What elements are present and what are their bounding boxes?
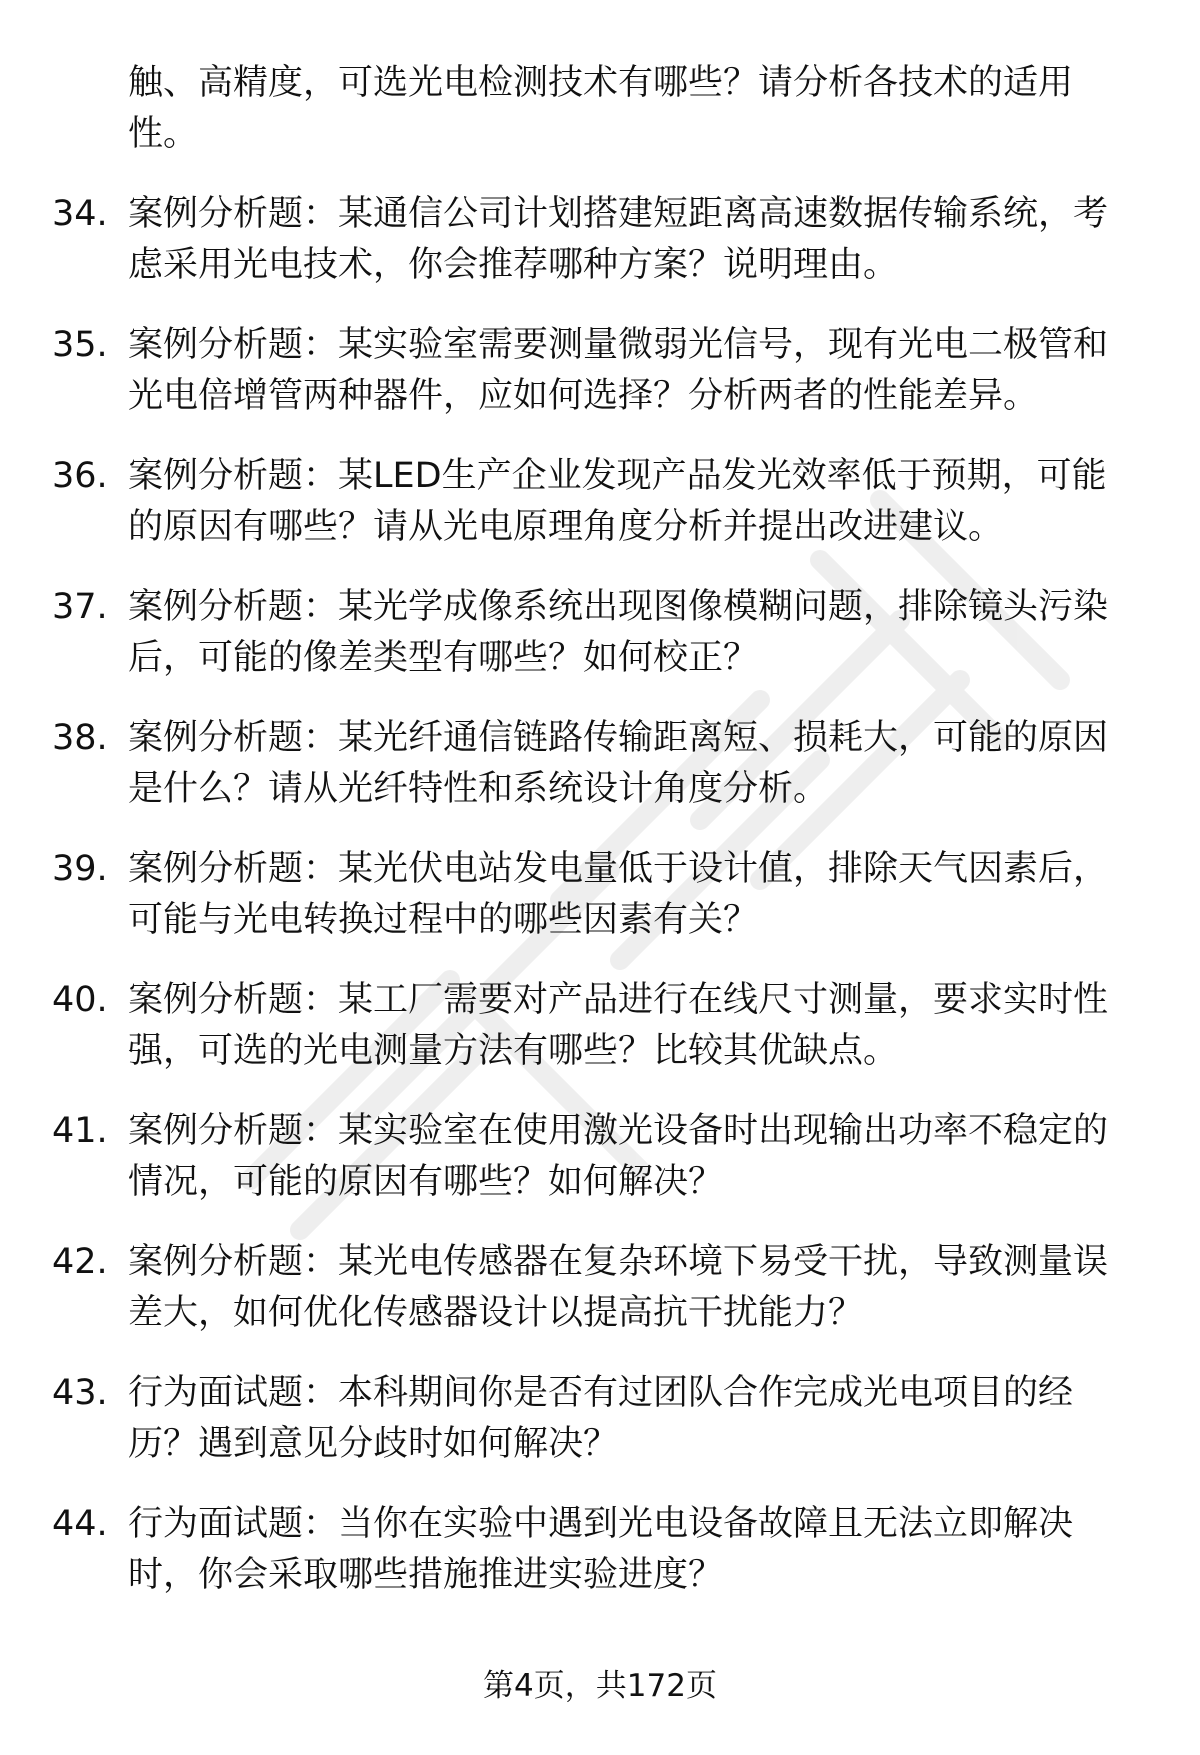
question-number: 37. bbox=[52, 587, 108, 627]
question-number: 36. bbox=[52, 456, 108, 496]
question-text: 案例分析题：某光伏电站发电量低于设计值，排除天气因素后，可能与光电转换过程中的哪些因素有关？ bbox=[128, 849, 1109, 940]
list-item bbox=[0, 320, 1138, 422]
question-number: 41. bbox=[52, 1111, 108, 1151]
question-number: 35. bbox=[52, 325, 108, 365]
question-text: 行为面试题：当你在实验中遇到光电设备故障且无法立即解决时，你会采取哪些措施推进实验进度？ bbox=[128, 1504, 1074, 1595]
question-number: 40. bbox=[52, 980, 108, 1020]
question-text: 案例分析题：某光学成像系统出现图像模糊问题，排除镜头污染后，可能的像差类型有哪些？如何校正？ bbox=[128, 587, 1109, 678]
question-number: 38. bbox=[52, 718, 108, 758]
list-item bbox=[0, 189, 1138, 291]
list-item bbox=[0, 451, 1138, 553]
list-item bbox=[0, 713, 1138, 815]
question-text: 案例分析题：某通信公司计划搭建短距离高速数据传输系统，考虑采用光电技术，你会推荐哪种方案？说明理由。 bbox=[128, 194, 1109, 285]
list-item bbox=[0, 1106, 1138, 1208]
question-number: 43. bbox=[52, 1373, 108, 1413]
list-item bbox=[0, 975, 1138, 1077]
question-text: 案例分析题：某光电传感器在复杂环境下易受干扰，导致测量误差大，如何优化传感器设计以提高抗干扰能力？ bbox=[128, 1242, 1109, 1333]
page-number: 第4页，共172页 bbox=[483, 1668, 717, 1704]
document-body bbox=[0, 58, 1200, 1601]
question-text: 案例分析题：某光纤通信链路传输距离短、损耗大，可能的原因是什么？请从光纤特性和系统设计角度分析。 bbox=[128, 718, 1109, 809]
question-text: 案例分析题：某LED生产企业发现产品发光效率低于预期，可能的原因有哪些？请从光电原理角度分析并提出改进建议。 bbox=[128, 456, 1107, 547]
list-item bbox=[0, 844, 1138, 946]
question-number: 39. bbox=[52, 849, 108, 889]
list-item bbox=[0, 582, 1138, 684]
question-number: 34. bbox=[52, 194, 108, 234]
list-item bbox=[0, 1499, 1138, 1601]
question-list bbox=[0, 189, 1200, 1601]
list-item bbox=[0, 1237, 1138, 1339]
question-text: 行为面试题：本科期间你是否有过团队合作完成光电项目的经历？遇到意见分歧时如何解决？ bbox=[128, 1373, 1074, 1464]
page-footer bbox=[0, 1666, 1200, 1706]
question-text: 案例分析题：某实验室在使用激光设备时出现输出功率不稳定的情况，可能的原因有哪些？如何解决？ bbox=[128, 1111, 1109, 1202]
question-number: 44. bbox=[52, 1504, 108, 1544]
list-item bbox=[0, 1368, 1138, 1470]
question-text: 案例分析题：某实验室需要测量微弱光信号，现有光电二极管和光电倍增管两种器件，应如何选择？分析两者的性能差异。 bbox=[128, 325, 1109, 416]
question-text: 案例分析题：某工厂需要对产品进行在线尺寸测量，要求实时性强，可选的光电测量方法有哪些？比较其优缺点。 bbox=[128, 980, 1109, 1071]
continuation-text: 触、高精度，可选光电检测技术有哪些？请分析各技术的适用性。 bbox=[128, 63, 1074, 154]
question-number: 42. bbox=[52, 1242, 108, 1282]
